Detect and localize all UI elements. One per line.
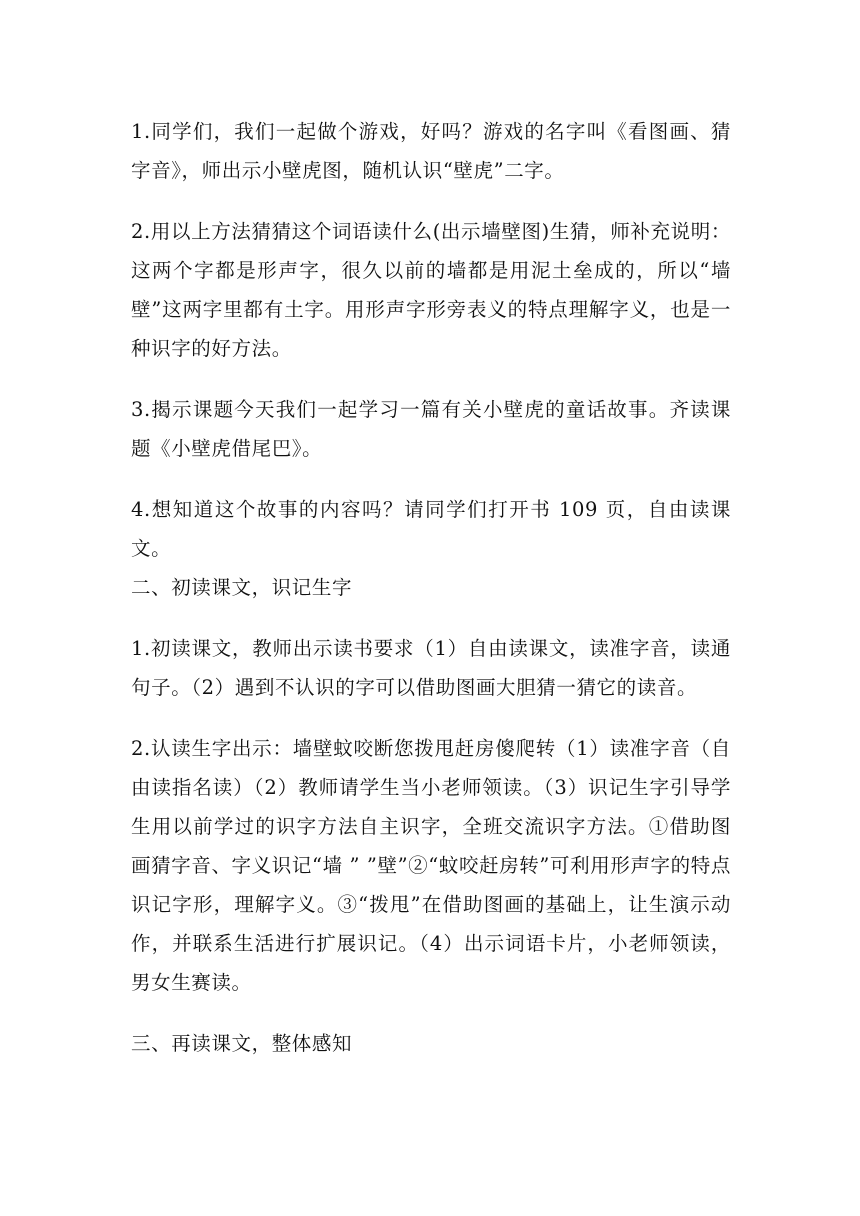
section-heading-first-reading: 二、初读课文，识记生字: [131, 576, 353, 599]
section-heading-second-reading: 三、再读课文，整体感知: [131, 1032, 353, 1055]
paragraph-game-intro: 1.同学们，我们一起做个游戏，好吗？游戏的名字叫《看图画、猜字音》，师出示小壁虎图，随机认识“壁虎”二字。: [131, 120, 731, 182]
paragraph-reading-requirements: 1.初读课文，教师出示读书要求（1）自由读课文，读准字音，读通句子。（2）遇到不认识的字可以借助图画大胆猜一猜它的读音。: [131, 637, 731, 699]
paragraph-wall-word: 2.用以上方法猜猜这个词语读什么(出示墙壁图)生猜，师补充说明：这两个字都是形声字，很久以前的墙都是用泥土垒成的，所以“墙壁”这两字里都有土字。用形声字形旁表义的特点理解字义，也是一种识字的好方法。: [131, 220, 731, 360]
paragraph-open-book: 4.想知道这个故事的内容吗？请同学们打开书 109 页，自由读课文。: [131, 498, 731, 560]
paragraph-new-characters: 2.认读生字出示：墙壁蚊咬断您拨甩赶房傻爬转（1）读准字音（自由读指名读）（2）教师请学生当小老师领读。（3）识记生字引导学生用以前学过的识字方法自主识字，全班交流识字方法。①借助图画猜字音、字义识记“墙 ” ”壁”②“蚊咬赶房转”可利用形声字的特点识记字形，理解字义。③“拨甩”在借助图画的基础上，让生演示动作，并联系生活进行扩展识记。（4）出示词语卡片，小老师领读，男女生赛读。: [131, 737, 731, 994]
paragraph-reveal-title: 3.揭示课题今天我们一起学习一篇有关小壁虎的童话故事。齐读课题《小壁虎借尾巴》。: [131, 398, 731, 460]
document-page: [131, 112, 731, 1085]
